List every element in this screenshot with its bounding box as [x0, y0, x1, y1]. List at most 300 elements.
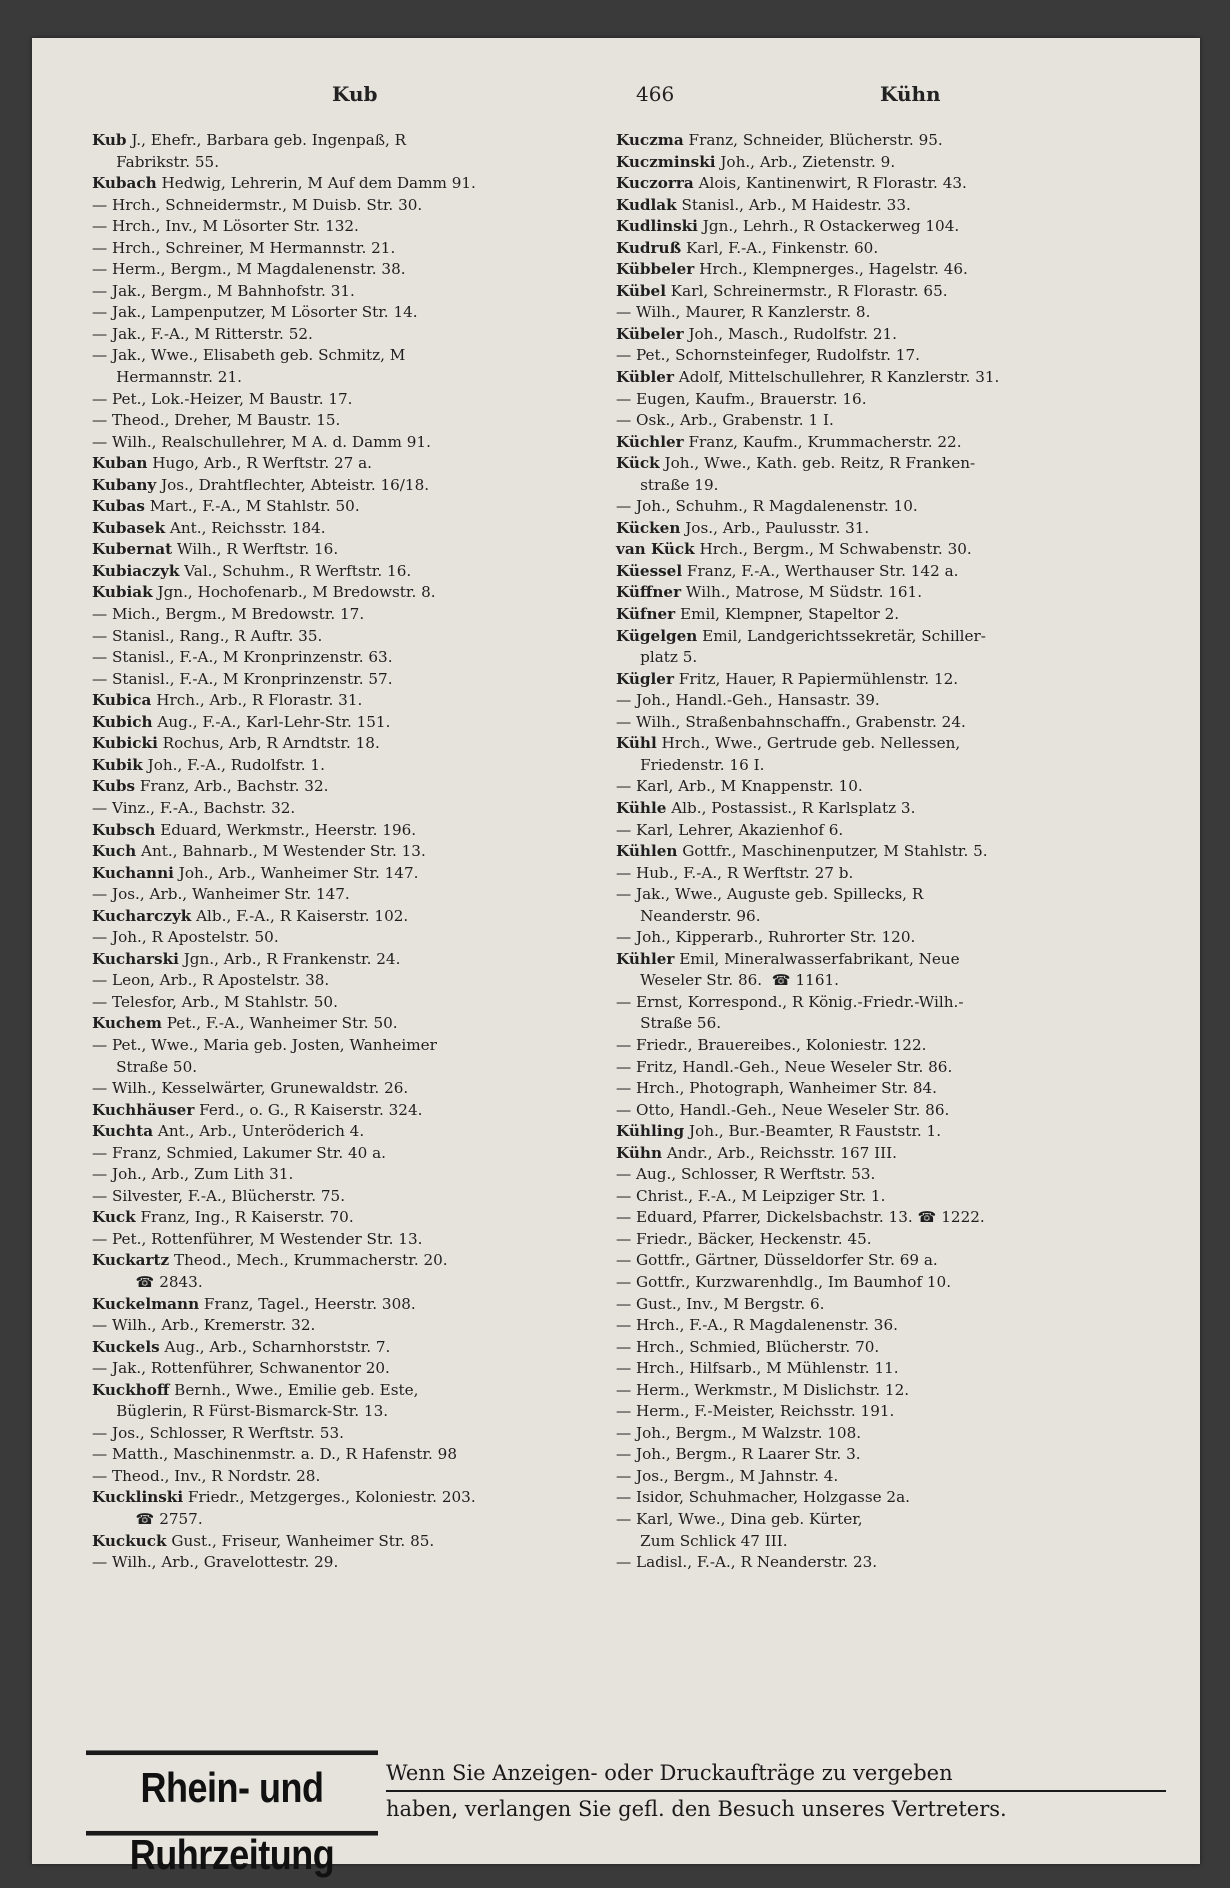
entry-details: — Franz, Schmied, Lakumer Str. 40 a. [92, 1143, 387, 1162]
directory-entry [616, 1401, 1106, 1423]
entry-surname: Kuchanni [92, 863, 174, 882]
entry-surname: Kuczma [616, 131, 684, 149]
entry-surname: Kubiaczyk [92, 561, 180, 580]
entry-surname: Kühler [616, 949, 675, 968]
entry-surname: Kühling [616, 1122, 685, 1141]
entry-details: Andr., Arb., Reichsstr. 167 III. [662, 1143, 897, 1162]
directory-entry [92, 539, 582, 561]
entry-details: — Hrch., Schmied, Blücherstr. 70. [616, 1337, 880, 1356]
entry-details: Wilh., R Werftstr. 16. [172, 540, 339, 559]
entry-details: Joh., Arb., Wanheimer Str. 147. [173, 863, 419, 882]
directory-entry [616, 1100, 1106, 1122]
entry-details: Aug., F.-A., Karl-Lehr-Str. 151. [152, 712, 391, 731]
directory-entry [92, 1487, 582, 1509]
entry-details: Bernh., Wwe., Emilie geb. Este, [169, 1380, 419, 1399]
directory-entry [92, 1552, 582, 1574]
directory-entry [616, 798, 1106, 820]
directory-entry [616, 1552, 1106, 1574]
header-left-keyword: Kub [332, 82, 378, 106]
entry-surname: Kuch [92, 842, 137, 861]
directory-entry [92, 755, 582, 777]
directory-entry [92, 1143, 582, 1165]
entry-details: — Jak., Bergm., M Bahnhofstr. 31. [92, 281, 355, 300]
directory-entry [92, 195, 582, 217]
directory-entry [92, 1035, 582, 1057]
entry-details: Adolf, Mittelschullehrer, R Kanzlerstr. 31. [673, 368, 1000, 387]
entry-details: Rochus, Arb, R Arndtstr. 18. [157, 734, 380, 753]
entry-details: — Friedr., Bäcker, Heckenstr. 45. [616, 1229, 872, 1248]
entry-details: straße 19. [616, 475, 719, 494]
entry-details: Jos., Drahtflechter, Abteistr. 16/18. [156, 475, 430, 494]
directory-entry [616, 1121, 1106, 1143]
entry-details: Aug., Arb., Scharnhorststr. 7. [159, 1337, 391, 1356]
entry-surname: Kübbeler [616, 260, 695, 279]
entry-details: Gust., Friseur, Wanheimer Str. 85. [166, 1531, 435, 1550]
entry-details: — Stanisl., F.-A., M Kronprinzenstr. 63. [92, 648, 393, 667]
entry-details: Joh., Masch., Rudolfstr. 21. [683, 324, 897, 343]
directory-entry [616, 1164, 1106, 1186]
directory-entry [616, 1186, 1106, 1208]
directory-entry [616, 1272, 1106, 1294]
directory-entry [92, 281, 582, 303]
directory-entry [616, 1035, 1106, 1057]
entry-details: — Ladisl., F.-A., R Neanderstr. 23. [616, 1553, 878, 1572]
entry-details: ☎ 2757. [92, 1510, 203, 1528]
directory-entry [616, 173, 1106, 195]
entry-surname: Kuckhoff [92, 1380, 170, 1399]
entry-details: — Jak., F.-A., M Ritterstr. 52. [92, 324, 313, 343]
directory-entry [92, 1078, 582, 1100]
entry-surname: Kühn [616, 1143, 662, 1162]
directory-entry [92, 1315, 582, 1337]
entry-details: Friedenstr. 16 I. [616, 755, 765, 774]
directory-entry [92, 927, 582, 949]
entry-surname: Kubs [92, 777, 136, 796]
entry-surname: Kubernat [92, 540, 173, 559]
entry-surname: Kubik [92, 755, 143, 774]
directory-entry [92, 669, 582, 691]
entry-surname: Kuczorra [616, 174, 694, 193]
directory-entry [616, 152, 1106, 174]
entry-details: Straße 50. [92, 1057, 198, 1076]
entry-details: Fritz, Hauer, R Papiermühlenstr. 12. [673, 669, 959, 688]
entry-details: Emil, Landgerichtssekretär, Schiller- [697, 626, 986, 645]
directory-entry [616, 367, 1106, 389]
entry-surname: Kücken [616, 518, 681, 537]
directory-entry [616, 281, 1106, 303]
directory-entry [616, 1315, 1106, 1337]
directory-entry [92, 1380, 582, 1402]
entry-details: Hrch., Arb., R Florastr. 31. [151, 691, 363, 710]
directory-entry [616, 1423, 1106, 1445]
entry-details: Ant., Bahnarb., M Westender Str. 13. [136, 842, 426, 861]
entry-details: — Joh., Kipperarb., Ruhrorter Str. 120. [616, 928, 916, 947]
entry-surname: Kuckuck [92, 1531, 167, 1550]
newspaper-brand: Rhein- und Ruhrzeitung [86, 1750, 378, 1835]
directory-entry [616, 776, 1106, 798]
entry-details: — Pet., Wwe., Maria geb. Josten, Wanheimer [92, 1035, 437, 1054]
entry-details: — Wilh., Arb., Kremerstr. 32. [92, 1316, 316, 1335]
entry-details: — Joh., Bergm., M Walzstr. 108. [616, 1423, 862, 1442]
entry-details: Wilh., Matrose, M Südstr. 161. [681, 583, 923, 602]
entry-details: — Pet., Lok.-Heizer, M Baustr. 17. [92, 389, 353, 408]
directory-entry [616, 1013, 1106, 1035]
entry-details: — Hrch., Photograph, Wanheimer Str. 84. [616, 1079, 938, 1098]
directory-entry [616, 345, 1106, 367]
entry-surname: Kuckartz [92, 1251, 170, 1270]
directory-entry [616, 820, 1106, 842]
directory-entry [92, 389, 582, 411]
directory-entry [616, 1466, 1106, 1488]
directory-entry [616, 970, 1106, 992]
entry-details: Fabrikstr. 55. [92, 152, 220, 171]
entry-details: Franz, F.-A., Werthauser Str. 142 a. [682, 561, 959, 580]
entry-details: Ant., Reichsstr. 184. [165, 518, 326, 537]
directory-entry [616, 582, 1106, 604]
directory-entry [92, 1121, 582, 1143]
entry-details: Joh., Wwe., Kath. geb. Reitz, R Franken- [659, 454, 976, 473]
directory-entry [616, 1294, 1106, 1316]
entry-surname: Küchler [616, 432, 684, 451]
directory-entry [92, 820, 582, 842]
entry-surname: Kück [616, 454, 660, 473]
directory-entry [92, 432, 582, 454]
left-column [92, 130, 582, 1574]
entry-surname: Kuchhäuser [92, 1100, 195, 1119]
entry-details: Jgn., Hochofenarb., M Bredowstr. 8. [152, 583, 436, 602]
directory-entry [616, 1078, 1106, 1100]
directory-entry [616, 302, 1106, 324]
entry-details: — Hrch., Schreiner, M Hermannstr. 21. [92, 238, 396, 257]
entry-details: Joh., Bur.-Beamter, R Fauststr. 1. [684, 1122, 942, 1141]
entry-surname: Küfner [616, 605, 676, 624]
entry-details: Jos., Arb., Paulusstr. 31. [680, 518, 870, 537]
entry-details: — Theod., Inv., R Nordstr. 28. [92, 1466, 321, 1485]
entry-details: Hrch., Bergm., M Schwabenstr. 30. [694, 540, 972, 559]
entry-details: — Theod., Dreher, M Baustr. 15. [92, 411, 341, 430]
directory-entry [616, 389, 1106, 411]
directory-entry [616, 992, 1106, 1014]
entry-surname: Kucharczyk [92, 906, 192, 925]
entry-surname: Kubicki [92, 734, 158, 753]
directory-entry [616, 259, 1106, 281]
entry-details: Mart., F.-A., M Stahlstr. 50. [144, 497, 360, 516]
directory-entry [92, 1337, 582, 1359]
page-header [92, 82, 1160, 116]
entry-details: — Herm., Werkmstr., M Dislichstr. 12. [616, 1380, 910, 1399]
entry-surname: Küessel [616, 561, 683, 580]
directory-entry [616, 1380, 1106, 1402]
entry-details: Gottfr., Maschinenputzer, M Stahlstr. 5. [677, 842, 988, 861]
directory-entry [92, 582, 582, 604]
entry-details: Pet., F.-A., Wanheimer Str. 50. [161, 1014, 398, 1033]
directory-entry [92, 1294, 582, 1316]
entry-details: Hrch., Wwe., Gertrude geb. Nellessen, [656, 734, 961, 753]
entry-details: — Wilh., Straßenbahnschaffn., Grabenstr. 24. [616, 712, 966, 731]
entry-details: Emil, Klempner, Stapeltor 2. [675, 605, 900, 624]
directory-entry [616, 238, 1106, 260]
entry-details: Eduard, Werkmstr., Heerstr. 196. [155, 820, 417, 839]
entry-surname: Kubiak [92, 583, 153, 602]
directory-entry [92, 410, 582, 432]
entry-details: Theod., Mech., Krummacherstr. 20. [169, 1251, 448, 1270]
entry-details: — Joh., Bergm., R Laarer Str. 3. [616, 1445, 861, 1464]
entry-details: — Jak., Wwe., Elisabeth geb. Schmitz, M [92, 346, 406, 365]
directory-entry [616, 1337, 1106, 1359]
entry-details: — Hrch., F.-A., R Magdalenenstr. 36. [616, 1316, 898, 1335]
directory-entry [616, 1143, 1106, 1165]
directory-entry [92, 1164, 582, 1186]
entry-details: — Wilh., Kesselwärter, Grunewaldstr. 26. [92, 1079, 409, 1098]
entry-details: Hugo, Arb., R Werftstr. 27 a. [147, 454, 373, 473]
entry-details: Franz, Ing., R Kaiserstr. 70. [135, 1208, 354, 1227]
directory-entry [92, 1401, 582, 1423]
entry-details: Franz, Schneider, Blücherstr. 95. [683, 131, 943, 149]
directory-entry [616, 1057, 1106, 1079]
directory-entry [616, 1358, 1106, 1380]
entry-surname: Kügler [616, 669, 674, 688]
entry-surname: Kubica [92, 691, 152, 710]
directory-entry [616, 669, 1106, 691]
entry-surname: Kuchem [92, 1014, 162, 1033]
directory-entry [616, 1250, 1106, 1272]
directory-entry [616, 539, 1106, 561]
header-right-keyword: Kühn [880, 82, 941, 106]
directory-entry [616, 690, 1106, 712]
entry-surname: van Kück [616, 540, 695, 559]
entry-details: — Isidor, Schuhmacher, Holzgasse 2a. [616, 1488, 910, 1507]
entry-details: — Karl, Wwe., Dina geb. Kürter, [616, 1510, 863, 1528]
directory-entry [92, 690, 582, 712]
entry-details: Jgn., Lehrh., R Ostackerweg 104. [697, 217, 960, 236]
entry-details: platz 5. [616, 648, 698, 667]
entry-details: — Jos., Schlosser, R Werftstr. 53. [92, 1423, 344, 1442]
directory-entry [92, 949, 582, 971]
directory-entry [616, 496, 1106, 518]
directory-entry [616, 324, 1106, 346]
entry-details: Joh., F.-A., Rudolfstr. 1. [142, 755, 325, 774]
directory-entry [92, 518, 582, 540]
directory-entry [92, 367, 582, 389]
directory-entry [92, 1358, 582, 1380]
directory-entry [92, 324, 582, 346]
directory-entry [616, 1487, 1106, 1509]
entry-details: — Gottfr., Gärtner, Düsseldorfer Str. 69 a. [616, 1251, 938, 1270]
entry-details: — Fritz, Handl.-Geh., Neue Weseler Str. 86. [616, 1057, 953, 1076]
entry-details: Alb., Postassist., R Karlsplatz 3. [666, 798, 916, 817]
entry-surname: Kudlak [616, 195, 677, 214]
entry-details: — Ernst, Korrespond., R König.-Friedr.-Wilh.- [616, 992, 964, 1011]
directory-entry [92, 1186, 582, 1208]
directory-entry [616, 906, 1106, 928]
directory-entry [616, 604, 1106, 626]
directory-entry [92, 970, 582, 992]
directory-entry [92, 453, 582, 475]
directory-entry [92, 1423, 582, 1445]
directory-entry [92, 302, 582, 324]
entry-details: Alb., F.-A., R Kaiserstr. 102. [191, 906, 409, 925]
directory-entry [92, 1013, 582, 1035]
directory-entry [92, 475, 582, 497]
entry-surname: Kuckels [92, 1337, 160, 1356]
entry-surname: Küffner [616, 583, 682, 602]
directory-entry [92, 1229, 582, 1251]
entry-surname: Kühle [616, 798, 667, 817]
directory-entry [92, 626, 582, 648]
entry-details: Joh., Arb., Zietenstr. 9. [715, 152, 896, 171]
entry-details: Karl, Schreinermstr., R Florastr. 65. [665, 281, 948, 300]
directory-entry [92, 1057, 582, 1079]
entry-details: — Joh., Arb., Zum Lith 31. [92, 1165, 294, 1184]
directory-entry [616, 755, 1106, 777]
entry-details: — Jak., Rottenführer, Schwanentor 20. [92, 1359, 390, 1378]
entry-details: — Jos., Bergm., M Jahnstr. 4. [616, 1466, 839, 1485]
directory-entry [92, 259, 582, 281]
entry-details: J., Ehefr., Barbara geb. Ingenpaß, R [126, 131, 407, 149]
entry-details: — Wilh., Arb., Gravelottestr. 29. [92, 1553, 339, 1572]
directory-entry [616, 841, 1106, 863]
directory-entry [92, 152, 582, 174]
entry-details: — Hrch., Inv., M Lösorter Str. 132. [92, 217, 359, 236]
entry-surname: Kubich [92, 712, 153, 731]
entry-details: — Matth., Maschinenmstr. a. D., R Hafenstr. 98 [92, 1445, 457, 1464]
entry-surname: Kubas [92, 497, 145, 516]
directory-entry [92, 561, 582, 583]
directory-entry [92, 345, 582, 367]
entry-details: Zum Schlick 47 III. [616, 1531, 788, 1550]
directory-entry [616, 927, 1106, 949]
entry-details: — Silvester, F.-A., Blücherstr. 75. [92, 1186, 346, 1205]
entry-details: — Joh., R Apostelstr. 50. [92, 928, 279, 947]
entry-surname: Kuczminski [616, 152, 716, 171]
entry-details: Alois, Kantinenwirt, R Florastr. 43. [693, 174, 967, 193]
entry-details: — Gust., Inv., M Bergstr. 6. [616, 1294, 825, 1313]
page-number: 466 [636, 82, 675, 106]
directory-entry [92, 130, 582, 152]
entry-details: — Herm., F.-Meister, Reichsstr. 191. [616, 1402, 895, 1421]
directory-entry [92, 1466, 582, 1488]
entry-details: — Friedr., Brauereibes., Koloniestr. 122. [616, 1035, 927, 1054]
entry-details: Hermannstr. 21. [92, 368, 242, 387]
entry-details: Stanisl., Arb., M Haidestr. 33. [676, 195, 911, 214]
directory-entry [616, 733, 1106, 755]
entry-details: Franz, Arb., Bachstr. 32. [135, 777, 329, 796]
entry-details: — Stanisl., F.-A., M Kronprinzenstr. 57. [92, 669, 393, 688]
entry-details: Neanderstr. 96. [616, 906, 761, 925]
right-column [616, 130, 1106, 1574]
directory-entry [616, 949, 1106, 971]
entry-details: — Herm., Bergm., M Magdalenenstr. 38. [92, 260, 406, 279]
entry-details: Val., Schuhm., R Werftstr. 16. [179, 561, 412, 580]
entry-details: — Gottfr., Kurzwarenhdlg., Im Baumhof 10. [616, 1272, 952, 1291]
directory-entry [92, 1250, 582, 1272]
entry-details: — Joh., Schuhm., R Magdalenenstr. 10. [616, 497, 918, 516]
entry-details: — Stanisl., Rang., R Auftr. 35. [92, 626, 323, 645]
entry-details: — Jak., Lampenputzer, M Lösorter Str. 14. [92, 303, 418, 322]
entry-details: — Wilh., Realschullehrer, M A. d. Damm 91. [92, 432, 431, 451]
directory-page [32, 38, 1200, 1879]
directory-entry [616, 130, 1106, 152]
entry-details: Friedr., Metzgerges., Koloniestr. 203. [183, 1488, 476, 1507]
directory-entry [92, 906, 582, 928]
entry-details: — Leon, Arb., R Apostelstr. 38. [92, 971, 330, 990]
directory-entry [92, 1100, 582, 1122]
entry-surname: Kühlen [616, 842, 678, 861]
directory-entry [92, 238, 582, 260]
entry-details: — Wilh., Maurer, R Kanzlerstr. 8. [616, 303, 871, 322]
directory-entry [92, 712, 582, 734]
entry-surname: Kubasek [92, 518, 166, 537]
entry-surname: Kuck [92, 1208, 136, 1227]
directory-entry [616, 1444, 1106, 1466]
directory-entry [616, 518, 1106, 540]
directory-entry [616, 626, 1106, 648]
entry-details: Emil, Mineralwasserfabrikant, Neue [674, 949, 960, 968]
entry-details: — Osk., Arb., Grabenstr. 1 I. [616, 411, 834, 430]
directory-entry [616, 561, 1106, 583]
directory-entry [92, 647, 582, 669]
ad-line-1: Wenn Sie Anzeigen- oder Druckaufträge zu vergeben [386, 1761, 953, 1785]
directory-entry [616, 1207, 1106, 1229]
entry-details: Franz, Tagel., Heerstr. 308. [199, 1294, 416, 1313]
directory-entry [92, 173, 582, 195]
directory-entry [616, 475, 1106, 497]
entry-details: — Jos., Arb., Wanheimer Str. 147. [92, 885, 350, 904]
directory-entry [616, 712, 1106, 734]
entry-details: Hrch., Klempnerges., Hagelstr. 46. [694, 260, 968, 279]
entry-surname: Kübeler [616, 324, 684, 343]
entry-surname: Kügelgen [616, 626, 698, 645]
entry-surname: Kub [92, 131, 127, 149]
entry-details: — Pet., Rottenführer, M Westender Str. 13. [92, 1229, 423, 1248]
entry-surname: Kubsch [92, 820, 156, 839]
directory-entry [92, 841, 582, 863]
entry-details: — Telesfor, Arb., M Stahlstr. 50. [92, 992, 338, 1011]
directory-entry [616, 1531, 1106, 1553]
directory-entry [92, 1444, 582, 1466]
directory-entry [92, 776, 582, 798]
advertisement-text [386, 1756, 1166, 1826]
directory-entry [616, 884, 1106, 906]
entry-surname: Kudruß [616, 238, 682, 257]
entry-details: — Eduard, Pfarrer, Dickelsbachstr. 13. ☎ 1222. [616, 1208, 985, 1227]
entry-details: — Joh., Handl.-Geh., Hansastr. 39. [616, 691, 880, 710]
entry-surname: Kubany [92, 475, 157, 494]
advertisement-footer [86, 1756, 1166, 1879]
directory-entry [616, 1509, 1106, 1531]
entry-details: — Christ., F.-A., M Leipziger Str. 1. [616, 1186, 886, 1205]
directory-entry [92, 496, 582, 518]
entry-details: Hedwig, Lehrerin, M Auf dem Damm 91. [156, 174, 476, 193]
entry-surname: Kuban [92, 454, 148, 473]
directory-entry [92, 1272, 582, 1294]
entry-surname: Kübel [616, 281, 666, 300]
directory-entry [92, 1531, 582, 1553]
entry-surname: Kuckelmann [92, 1294, 200, 1313]
directory-entry [616, 432, 1106, 454]
entry-surname: Kucklinski [92, 1488, 184, 1507]
directory-entry [92, 733, 582, 755]
entry-surname: Kuchta [92, 1122, 154, 1141]
entry-surname: Kühl [616, 734, 657, 753]
entry-details: — Eugen, Kaufm., Brauerstr. 16. [616, 389, 867, 408]
directory-entry [92, 992, 582, 1014]
entry-details: Ferd., o. G., R Kaiserstr. 324. [194, 1100, 423, 1119]
directory-entry [616, 453, 1106, 475]
entry-details: — Otto, Handl.-Geh., Neue Weseler Str. 86. [616, 1100, 950, 1119]
entry-surname: Kübler [616, 368, 674, 387]
entry-details: — Hrch., Hilfsarb., M Mühlenstr. 11. [616, 1359, 899, 1378]
